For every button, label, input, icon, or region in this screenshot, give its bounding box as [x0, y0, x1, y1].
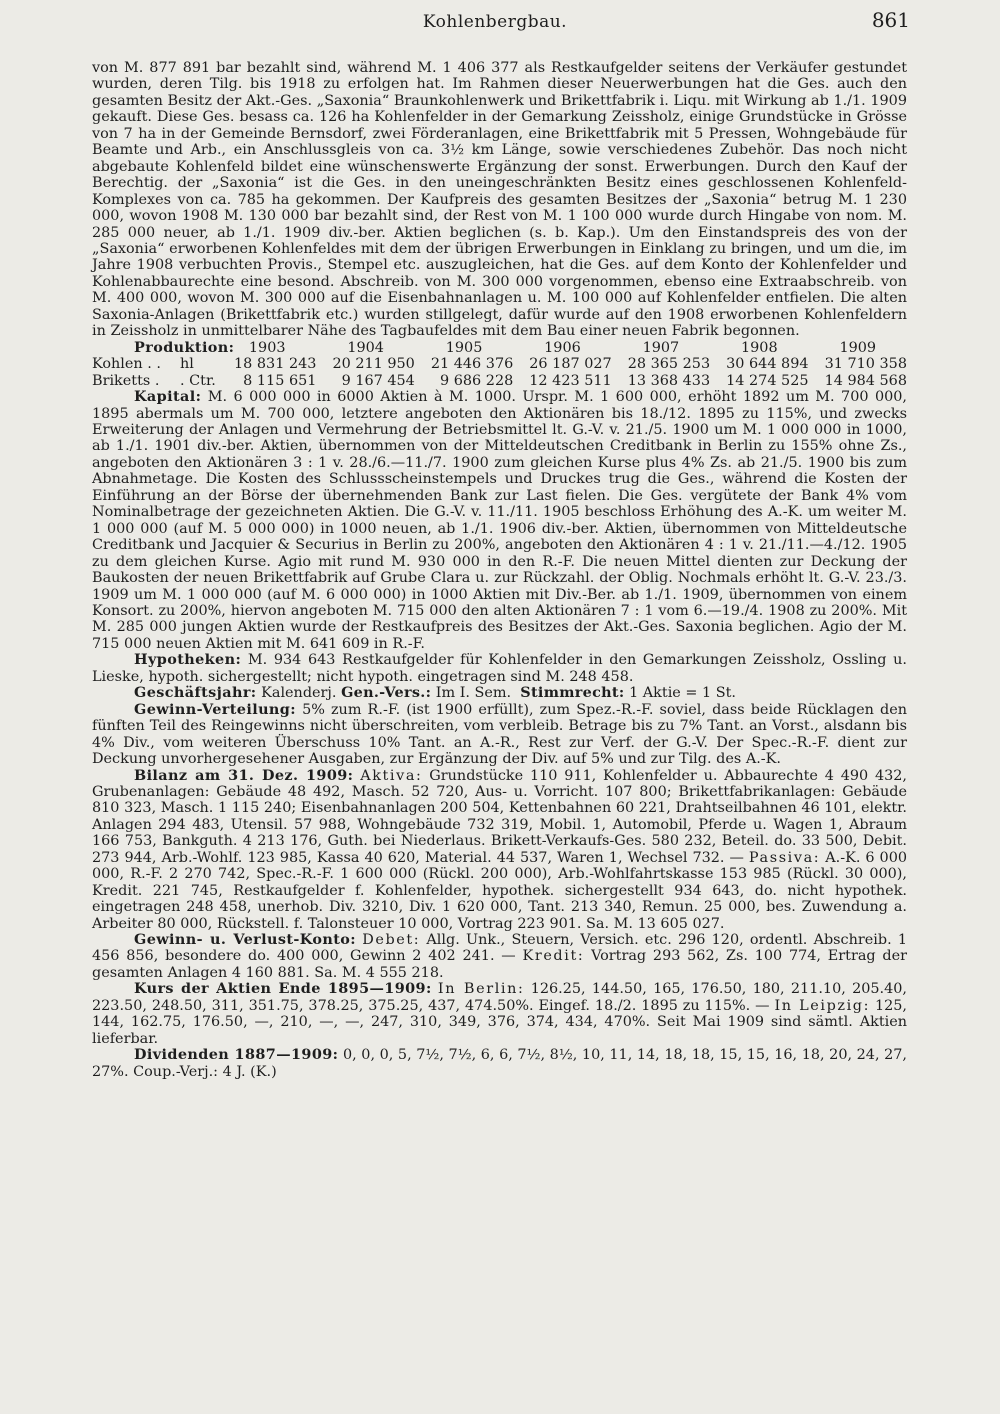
- kapital-paragraph: [92, 389, 907, 652]
- kurs-heading: Kurs der Aktien Ende 1895—1909:: [134, 980, 432, 998]
- berlin-text: 126.25, 144.50, 165, 176.50, 180, 211.10, 205.40, 223.50, 248.50, 311, 351.75, 378.25, 375.25, 437, 474.50%. Eingef. 18./2. 1895 zu 115%. —: [92, 981, 907, 1014]
- debet-label: Debet:: [362, 932, 421, 949]
- genvers-text: Im I. Sem.: [435, 685, 512, 702]
- geschaeftsjahr-heading: Geschäftsjahr:: [134, 684, 257, 702]
- value-cell: 31 710 358: [824, 356, 907, 373]
- geschaeftsjahr-paragraph: [92, 685, 907, 701]
- hypotheken-heading: Hypotheken:: [134, 651, 242, 669]
- row-unit: . Ctr.: [180, 372, 216, 389]
- kredit-label: Kredit:: [522, 948, 585, 965]
- kurs-paragraph: [92, 981, 907, 1047]
- value-cell: 9 167 454: [341, 372, 415, 389]
- running-title: Kohlenbergbau.: [422, 12, 568, 32]
- dividenden-heading: Dividenden 1887—1909:: [134, 1046, 339, 1064]
- aktiva-label: Aktiva:: [360, 767, 423, 784]
- year-cell: 1908: [741, 339, 778, 356]
- gewinn-verlust-heading: Gewinn- u. Verlust-Konto:: [134, 931, 356, 949]
- debet-text: Allg. Unk., Steuern, Versich. etc. 296 120, ordentl. Abschreib. 1 456 856, besondere do. 400 000, Gewinn 2 402 241. —: [92, 932, 908, 965]
- row-unit: hl: [180, 356, 194, 373]
- berlin-label: In Berlin:: [437, 981, 525, 998]
- value-cell: 18 831 243: [234, 356, 317, 373]
- leipzig-label: In Leipzig:: [774, 997, 871, 1014]
- dividenden-text: 0, 0, 0, 5, 7½, 7½, 6, 6, 7½, 8½, 10, 11, 14, 18, 18, 15, 15, 16, 18, 20, 24, 27, 27%. Coup.-Verj.: 4 J. (K.): [92, 1047, 907, 1080]
- row-label: Kohlen . .: [92, 356, 161, 373]
- gewinnverteilung-text: 5% zum R.-F. (ist 1900 erfüllt), zum Spez.-R.-F. soviel, dass beide Rücklagen den fünften Teil des Reingewinns nicht überschreiten, vom verbleib. Betrage bis zu 7% Tant. an Vorst., alsdann bis 4% Div., vom weiteren Überschuss 10% Tant. an A.-R., Rest zur Verf. der G.-V. Der Spec.-R.-F. dient zur Deckung unvorhergesehener Ausgaben, zur Ergänzung der Div. auf 5% und zur Tilg. des A.-K.: [92, 701, 908, 768]
- produktion-row-kohlen: [92, 356, 907, 372]
- bilanz-paragraph: [92, 768, 907, 933]
- kapital-text: M. 6 000 000 in 6000 Aktien à M. 1000. Urspr. M. 1 600 000, erhöht 1892 um M. 700 000, 1895 abermals um M. 700 000, letztere angeboten den Aktionären bis 18./12. 1895 zu 115%, und zwecks Erweiterung der Anlagen und Vermehrung der Betriebsmittel lt. G.-V. v. 21./5. 1900 um M. 1 000 000 in 1000, ab 1./1. 1901 div.-ber. Aktien, übernommen von der Mitteldeutschen Creditbank in Berlin zu 155% ohne Zs., angeboten den Aktionären 3 : 1 v. 28./6.—11./7. 1900 zum gleichen Kurse plus 4% Zs. ab 21./5. 1900 bis zum Abnahmetage. Die Kosten des Schlussscheinstempels und Druckes trug die Ges., während die Kosten der Einführung an der Börse der übernehmenden Bank zur Last fielen. Die Ges. vergütete der Bank 4% vom Nominalbetrage der gezeichneten Aktien. Die G.-V. v. 11./11. 1905 beschloss Erhöhung des A.-K. um weiter M. 1 000 000 (auf M. 5 000 000) in 1000 neuen, ab 1./1. 1906 div.-ber. Aktien, übernommen von Mitteldeutsche Creditbank und Jacquier & Securius in Berlin zu 200%, angeboten den Aktionären 4 : 1 v. 21./11.—4./12. 1905 zu dem gleichen Kurse. Agio mit rund M. 930 000 in den R.-F. Die neuen Mittel dienten zur Deckung der Baukosten der neuen Brikettfabrik auf Grube Clara u. zur Rückzahl. der Oblig. Nochmals erhöht lt. G.-V. 23./3. 1909 um M. 1 000 000 (auf M. 6 000 000) in 1000 Aktien mit Div.-Ber. ab 1./1. 1909, übernommen von einem Konsort. zu 200%, hiervon angeboten M. 715 000 den alten Aktionären 7 : 1 vom 6.—19./4. 1908 zu 200%. Mit M. 285 000 jungen Aktien wurde der Restkaufpreis des Besitzes der Akt.-Ges. Saxonia beglichen. Agio der M. 715 000 neuen Aktien mit M. 641 609 in R.-F.: [92, 389, 908, 652]
- gewinn-verlust-paragraph: [92, 932, 907, 981]
- value-cell: 8 115 651: [243, 372, 317, 389]
- stimmrecht-heading: Stimmrecht:: [520, 684, 625, 702]
- value-cell: 30 644 894: [726, 356, 809, 373]
- passiva-label: Passiva:: [748, 849, 821, 866]
- value-cell: 26 187 027: [529, 356, 612, 373]
- row-label: Briketts .: [92, 372, 160, 389]
- kredit-text: Vortrag 293 562, Zs. 100 774, Ertrag der gesamten Anlagen 4 160 881. Sa. M. 4 555 218.: [92, 948, 907, 981]
- genvers-heading: Gen.-Vers.:: [341, 684, 432, 702]
- hypotheken-paragraph: [92, 652, 907, 685]
- value-cell: 14 274 525: [726, 372, 809, 389]
- dividenden-paragraph: [92, 1047, 907, 1080]
- intro-paragraph: von M. 877 891 bar bezahlt sind, während M. 1 406 377 als Restkaufgelder seitens der Verkäufer gestundet wurden, deren Tilg. bis 1918 zu erfolgen hat. Im Rahmen dieser Neuerwerbungen hat die Ges. auch den gesamten Besitz der Akt.-Ges. „Saxonia“ Braunkohlenwerk und Brikettfabrik i. Liqu. mit Wirkung ab 1./1. 1909 gekauft. Diese Ges. besass ca. 126 ha Kohlenfelder in der Gemarkung Zeissholz, einige Grundstücke in Grösse von 7 ha in der Gemeinde Bernsdorf, zwei Förderanlagen, eine Brikettfabrik mit 5 Pressen, Wohngebäude für Beamte und Arb., ein Anschlussgleis von ca. 3½ km Länge, sowie verschiedenes Zubehör. Das noch nicht abgebaute Kohlenfeld bildet eine wünschenswerte Ergänzung der sonst. Erwerbungen. Durch den Kauf der Berechtig. der „Saxonia“ ist die Ges. in den uneingeschränkten Besitz eines geschlossenen Kohlenfeld-Komplexes von ca. 785 ha gekommen. Der Kaufpreis des gesamten Besitzes der „Saxonia“ betrug M. 1 230 000, wovon 1908 M. 130 000 bar bezahlt sind, der Rest von M. 1 100 000 wurde durch Hingabe von nom. M. 285 000 neuer, ab 1./1. 1909 div.-ber. Aktien beglichen (s. b. Kap.). Um den Einstandspreis des von der „Saxonia“ erworbenen Kohlenfeldes mit dem der übrigen Erwerbungen in Einklang zu bringen, und um die, im Jahre 1908 verbuchten Provis., Stempel etc. auszugleichen, hat die Ges. auf dem Konto der Kohlenfelder und Kohlenabbaurechte eine besond. Abschreib. von M. 300 000 vorgenommen, ebenso eine Extraabschreib. von M. 400 000, wovon M. 300 000 auf die Eisenbahnanlagen u. M. 100 000 auf Kohlenfelder entfielen. Die alten Saxonia-Anlagen (Brikettfabrik etc.) wurden stillgelegt, dafür wurde auf den 1908 erworbenen Kohlenfeldern in Zeissholz in unmittelbarer Nähe des Tagbaufeldes mit dem Bau einer neuen Fabrik begonnen.: [92, 60, 907, 340]
- gewinnverteilung-heading: Gewinn-Verteilung:: [134, 700, 296, 718]
- gewinnverteilung-paragraph: [92, 702, 907, 768]
- bilanz-heading: Bilanz am 31. Dez. 1909:: [134, 766, 354, 784]
- year-cell: 1903: [248, 339, 286, 356]
- value-cell: 21 446 376: [430, 356, 514, 373]
- geschaeftsjahr-text: Kalenderj.: [261, 685, 337, 702]
- produktion-row-briketts: [92, 373, 907, 389]
- value-cell: 28 365 253: [627, 356, 711, 373]
- year-cell: 1906: [544, 339, 581, 356]
- leipzig-text: 125, 144, 162.75, 176.50, —, 210, —, —, 247, 310, 349, 376, 374, 434, 470%. Seit Mai 1909 sind sämtl. Aktien lieferbar.: [92, 997, 908, 1047]
- value-cell: 20 211 950: [332, 356, 415, 373]
- year-cell: 1904: [347, 339, 384, 356]
- kapital-heading: Kapital:: [134, 388, 202, 406]
- running-head: [80, 8, 910, 38]
- value-cell: 13 368 433: [627, 372, 711, 389]
- year-cell: 1909: [839, 339, 877, 356]
- value-cell: 14 984 568: [824, 372, 907, 389]
- year-cell: 1907: [642, 339, 680, 356]
- article-body: [92, 60, 907, 1080]
- stimmrecht-text: 1 Aktie = 1 St.: [629, 685, 736, 702]
- page-number: 861: [871, 8, 910, 32]
- value-cell: 9 686 228: [440, 372, 514, 389]
- passiva-text: A.-K. 6 000 000, R.-F. 2 270 742, Spec.-R.-F. 1 600 000 (Rückl. 200 000), Arb.-Wohlfahrtskasse 153 985 (Rückl. 30 000), Kredit. 221 745, Restkaufgelder f. Kohlenfelder, hypothek. sichergestellt 934 643, do. nicht hypothek. eingetragen 248 458, unerhob. Div. 3210, Div. 1 620 000, Tant. 213 340, Remun. 25 000, bes. Zuwendung a. Arbeiter 80 000, Rückstell. f. Talonsteuer 10 000, Vortrag 223 901. Sa. M. 13 605 027.: [92, 849, 908, 932]
- year-cell: 1905: [445, 339, 483, 356]
- hypotheken-text: M. 934 643 Restkaufgelder für Kohlenfelder in den Gemarkungen Zeissholz, Ossling u. Lieske, hypoth. sichergestellt; nicht hypoth. eingetragen sind M. 248 458.: [92, 652, 907, 685]
- produktion-heading: Produktion:: [134, 338, 235, 356]
- aktiva-text: Grundstücke 110 911, Kohlenfelder u. Abbaurechte 4 490 432, Grubenanlagen: Gebäude 48 492, Masch. 52 720, Aus- u. Vorricht. 107 800; Brikettfabrikanlagen: Gebäude 810 323, Masch. 1 115 240; Eisenbahnanlagen 200 504, Kettenbahnen 60 221, Drahtseilbahnen 46 101, elektr. Anlagen 294 483, Utensil. 57 988, Wohngebäude 732 319, Mobil. 1, Automobil, Pferde u. Wagen 1, Abraum 166 753, Bankguth. 4 213 176, Guth. bei Niederlaus. Brikett-Verkaufs-Ges. 580 232, Beteil. do. 33 500, Debit. 273 944, Arb.-Wohlf. 123 985, Kassa 40 620, Material. 44 537, Waren 1, Wechsel 732. —: [92, 767, 908, 866]
- value-cell: 12 423 511: [529, 372, 612, 389]
